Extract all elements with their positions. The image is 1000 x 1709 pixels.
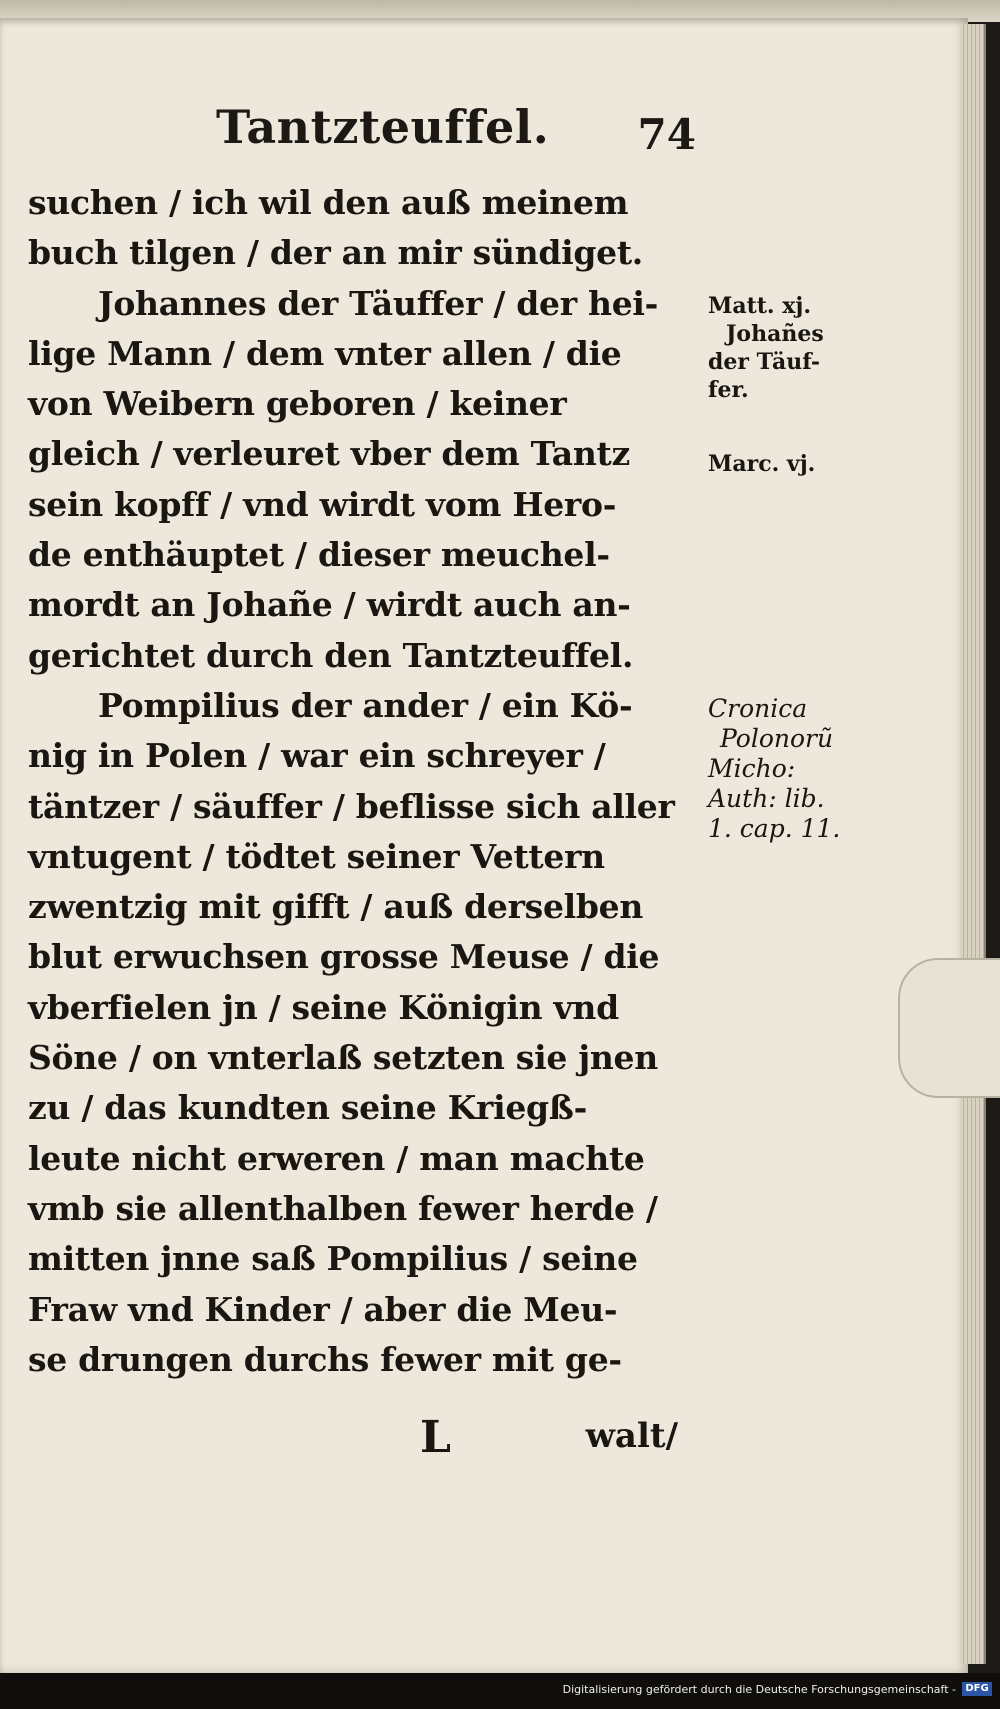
text-line: sein kopff / vnd wirdt vom Hero- (28, 484, 617, 524)
text-line: vmb sie allenthalben fewer herde / (28, 1188, 658, 1228)
text-line: se drungen durchs fewer mit ge- (28, 1339, 622, 1379)
text-line: von Weibern geboren / keiner (28, 384, 567, 424)
text-line: zu / das kundten seine Kriegß- (28, 1088, 587, 1128)
margin-note-line: Matt. xj. (708, 293, 811, 319)
text-line: zwentzig mit gifft / auß derselben (28, 887, 644, 927)
signature-mark: L (420, 1412, 451, 1463)
digitization-footer (0, 1673, 1000, 1709)
text-line: Fraw vnd Kinder / aber die Meu- (28, 1289, 618, 1329)
text-line: blut erwuchsen grosse Meuse / die (28, 937, 660, 977)
page-number: 74 (637, 110, 696, 159)
page-header (216, 100, 696, 170)
dfg-logo-icon: DFG (962, 1682, 992, 1696)
text-line: Pompilius der ander / ein Kö- (98, 685, 633, 725)
margin-note-matthew (708, 292, 888, 404)
text-line: Johannes der Täuffer / der hei- (98, 283, 659, 323)
text-line: gerichtet durch den Tantzteuffel. (28, 635, 634, 675)
text-line: buch tilgen / der an mir sündiget. (28, 233, 643, 273)
catchword-line (420, 1412, 678, 1464)
text-line: mordt an Johañe / wirdt auch an- (28, 585, 631, 625)
margin-note-line: Cronica (708, 694, 808, 723)
margin-note-line: Polonorũ (720, 724, 834, 753)
margin-note-line: fer. (708, 377, 749, 403)
running-title: Tantzteuffel. (216, 100, 550, 154)
text-line: suchen / ich wil den auß meinem (28, 183, 629, 222)
text-line: de enthäuptet / dieser meuchel- (28, 535, 610, 575)
margin-note-line: der Täuf- (708, 349, 821, 375)
text-line: vntugent / tödtet seiner Vettern (28, 836, 605, 876)
text-line: gleich / verleuret vber dem Tantz (28, 434, 630, 474)
margin-note-line: Auth: lib. (708, 784, 825, 813)
catchword: walt/ (585, 1416, 678, 1456)
text-line: nig in Polen / war ein schreyer / (28, 736, 606, 776)
main-text-block (28, 178, 708, 1385)
margin-note-chronicle (708, 694, 888, 844)
text-line: lige Mann / dem vnter allen / die (28, 333, 622, 373)
text-line: mitten jnne saß Pompilius / seine (28, 1239, 638, 1279)
margin-note-line: Johañes (726, 321, 824, 347)
margin-note-mark (708, 450, 888, 478)
margin-note-line: Marc. vj. (708, 451, 816, 477)
page-clip-tab (898, 958, 1000, 1098)
page-edges (960, 24, 986, 1664)
margin-note-line: Micho: (708, 754, 796, 783)
text-line: leute nicht erweren / man machte (28, 1138, 645, 1178)
margin-note-line: 1. cap. 11. (708, 814, 841, 843)
funding-credit: Digitalisierung gefördert durch die Deutsche Forschungsgemeinschaft - (562, 1683, 956, 1696)
text-line: Söne / on vnterlaß setzten sie jnen (28, 1038, 658, 1078)
text-line: täntzer / säuffer / beflisse sich aller (28, 786, 675, 826)
text-line: vberfielen jn / seine Königin vnd (28, 987, 619, 1027)
